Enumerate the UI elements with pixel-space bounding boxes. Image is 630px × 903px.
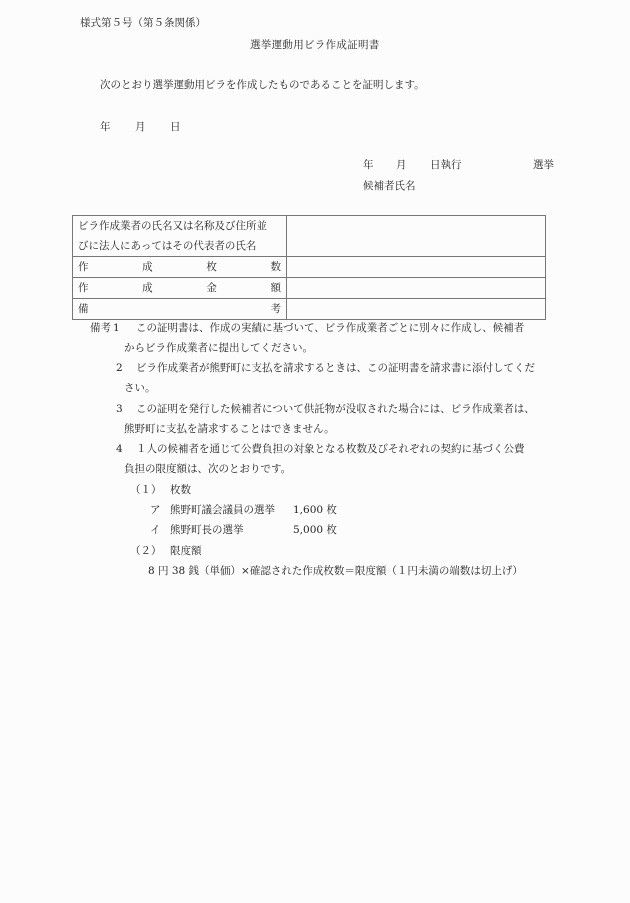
label-char: 額: [270, 282, 281, 294]
sub1-label: （１）: [130, 484, 162, 496]
sub1-item-a-name: 熊野町議会議員の選挙: [170, 504, 275, 516]
election-execution-line: [363, 160, 554, 171]
document-title: 選挙運動用ビラ作成証明書: [250, 39, 380, 51]
notes-lead: 備考: [90, 322, 111, 334]
label-char: 金: [206, 282, 217, 294]
issue-day: 日: [170, 121, 181, 133]
sub1-item-a-mark: ア: [150, 504, 161, 516]
label-char: 作: [78, 261, 89, 273]
issue-date: [100, 122, 181, 133]
sub2-title: 限度額: [170, 545, 202, 557]
remarks-label: [73, 299, 287, 320]
election-label: 選挙: [533, 159, 554, 171]
label-char: 成: [142, 282, 153, 294]
label-char: 考: [270, 303, 281, 315]
sub2-label: （２）: [130, 545, 162, 557]
note-2-number: 2: [116, 362, 123, 374]
sub1-item-a-value: 1,600 枚: [293, 504, 337, 516]
election-day-exec: 日執行: [430, 159, 462, 171]
issue-year: 年: [100, 121, 111, 133]
label-char: 備: [78, 303, 89, 315]
issue-month: 月: [135, 121, 146, 133]
intro-statement: 次のとおり選挙運動用ビラを作成したものであることを証明します。: [100, 79, 425, 91]
note-1-line1: この証明書は、作成の実績に基づいて、ビラ作成業者ごとに別々に作成し、候補者: [136, 322, 525, 334]
quantity-value[interactable]: [287, 257, 546, 278]
table-row-quantity: [73, 257, 546, 278]
table-row-contractor: [73, 216, 546, 257]
quantity-label: [73, 257, 287, 278]
contractor-value[interactable]: [287, 216, 546, 257]
limit-formula: 8 円 38 銭（単価）×確認された作成枚数＝限度額（１円未満の端数は切上げ）: [148, 565, 523, 577]
contractor-label-line1: ビラ作成業者の氏名又は名称及び住所並: [78, 220, 267, 232]
note-2-line1: ビラ作成業者が熊野町に支払を請求するときは、この証明書を請求書に添付してくだ: [136, 362, 535, 374]
sub1-item-b-mark: イ: [150, 524, 161, 536]
note-1-line2: からビラ作成業者に提出してください。: [124, 342, 313, 354]
sub1-title: 枚数: [170, 484, 191, 496]
note-3-number: 3: [116, 403, 123, 415]
table-row-remarks: [73, 299, 546, 320]
note-3-line2: 熊野町に支払を請求することはできません。: [124, 423, 335, 435]
certificate-table: [72, 215, 546, 320]
sub1-item-b-value: 5,000 枚: [293, 524, 337, 536]
contractor-label-line2: びに法人にあってはその代表者の氏名: [78, 240, 257, 252]
election-year: 年: [363, 159, 374, 171]
contractor-label: [73, 216, 287, 257]
note-3-line1: この証明を発行した候補者について供託物が没収された場合には、ビラ作成業者は、: [136, 403, 535, 415]
candidate-name-label: 候補者氏名: [363, 180, 416, 192]
note-2-line2: さい。: [124, 382, 156, 394]
label-char: 成: [142, 261, 153, 273]
label-char: 枚: [206, 261, 217, 273]
remarks-value[interactable]: [287, 299, 546, 320]
election-month: 月: [396, 159, 407, 171]
table-row-amount: [73, 278, 546, 299]
form-number: 様式第５号（第５条関係）: [80, 17, 206, 29]
label-char: 作: [78, 282, 89, 294]
note-1-number: 1: [113, 322, 120, 334]
amount-value[interactable]: [287, 278, 546, 299]
amount-label: [73, 278, 287, 299]
note-4-line1: １人の候補者を通じて公費負担の対象となる枚数及びそれぞれの契約に基づく公費: [136, 443, 525, 455]
note-4-line2: 負担の限度額は、次のとおりです。: [124, 463, 292, 475]
label-char: 数: [270, 261, 281, 273]
note-4-number: 4: [116, 443, 123, 455]
sub1-item-b-name: 熊野町長の選挙: [170, 524, 244, 536]
